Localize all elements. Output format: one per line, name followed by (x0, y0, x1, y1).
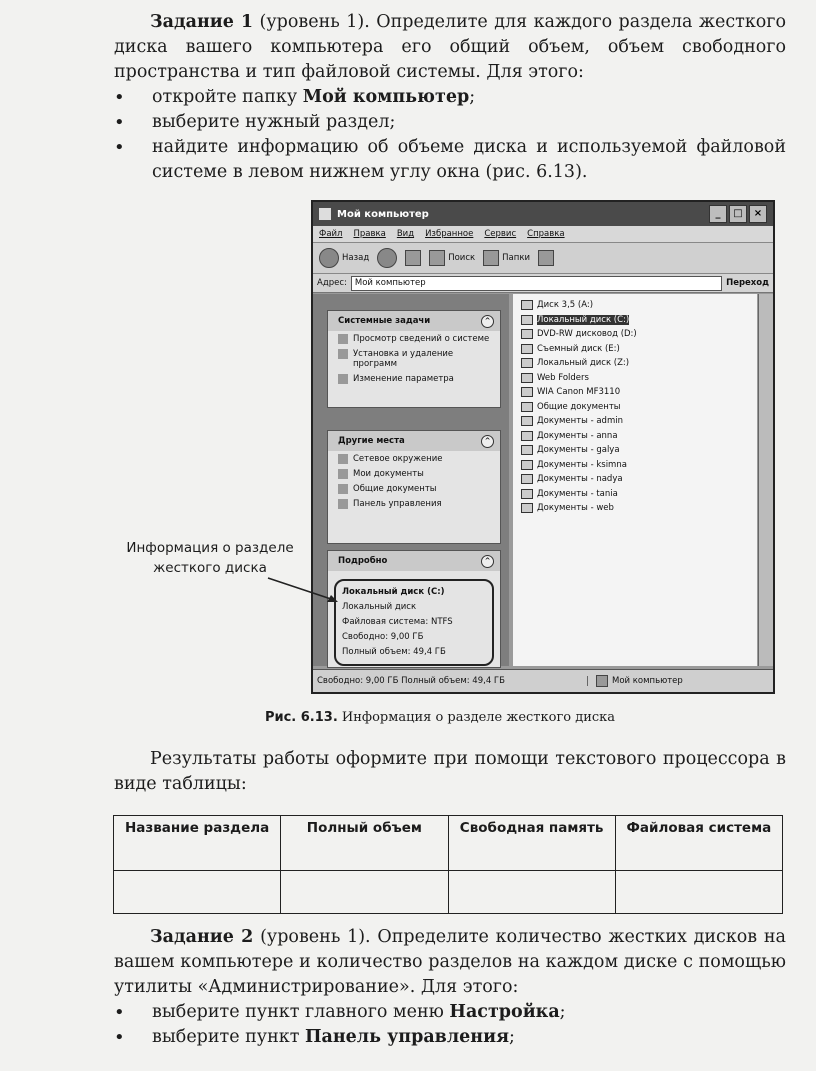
network-icon (338, 454, 348, 464)
list-item[interactable]: Общие документы (513, 400, 757, 415)
list-item[interactable]: Документы - web (513, 501, 757, 516)
menu-file[interactable]: Файл (319, 229, 343, 239)
list-item[interactable]: Web Folders (513, 371, 757, 386)
details-panel (327, 550, 501, 668)
window-title: Мой компьютер (337, 208, 429, 220)
views-button[interactable] (538, 250, 554, 266)
scanner-icon (521, 387, 533, 397)
folder-icon (521, 460, 533, 470)
my-computer-window-screenshot (311, 200, 775, 694)
table-row (114, 871, 783, 914)
maximize-button[interactable]: □ (729, 205, 747, 223)
computer-icon (596, 675, 608, 687)
list-item[interactable]: Документы - galya (513, 443, 757, 458)
list-item: • выберите пункт главного меню Настройка; (114, 1000, 786, 1025)
folder-icon (521, 445, 533, 455)
collapse-icon[interactable]: ^ (481, 555, 494, 568)
window-titlebar (313, 202, 773, 226)
folder-icon (521, 489, 533, 499)
system-tasks-title: Системные задачи (338, 316, 431, 326)
menu-view[interactable]: Вид (396, 229, 415, 239)
task2-paragraph (114, 925, 786, 1000)
status-location: Мой компьютер (612, 676, 683, 686)
disk-name: Локальный диск (C:) (342, 587, 445, 597)
table-header: Файловая система (615, 816, 782, 871)
task-item[interactable]: Установка и удаление программ (328, 346, 500, 371)
go-button[interactable]: Переход (726, 278, 769, 288)
folder-icon (521, 503, 533, 513)
status-disk-info: Свободно: 9,00 ГБ Полный объем: 49,4 ГБ (313, 676, 588, 686)
list-item[interactable]: Съемный диск (E:) (513, 342, 757, 357)
drive-icon (521, 315, 533, 325)
table-cell (281, 871, 448, 914)
task2-label: Задание 2 (150, 927, 254, 947)
results-table (113, 815, 783, 914)
list-item[interactable]: Документы - nadya (513, 472, 757, 487)
toolbar (313, 243, 773, 274)
collapse-icon[interactable]: ^ (481, 315, 494, 328)
place-item[interactable]: Мои документы (328, 466, 500, 481)
menu-bar (313, 226, 773, 243)
system-tasks-panel (327, 310, 501, 408)
task1-level: (уровень 1). (259, 12, 370, 32)
menu-favorites[interactable]: Избранное (425, 229, 474, 239)
list-item[interactable]: DVD-RW дисковод (D:) (513, 327, 757, 342)
control-panel-icon (338, 499, 348, 509)
info-icon (338, 334, 348, 344)
search-icon (429, 250, 445, 266)
programs-icon (338, 349, 348, 359)
list-item[interactable]: Диск 3,5 (A:) (513, 298, 757, 313)
list-item[interactable]: Локальный диск (C:) (513, 313, 757, 328)
other-places-title: Другие места (338, 436, 405, 446)
list-item: • откройте папку Мой компьютер; (114, 85, 786, 110)
settings-icon (338, 374, 348, 384)
details-title: Подробно (338, 556, 388, 566)
menu-help[interactable]: Справка (527, 229, 565, 239)
forward-arrow-icon (377, 248, 397, 268)
results-paragraph: Результаты работы оформите при помощи текстового процессора в виде таблицы: (114, 749, 786, 794)
status-bar (313, 669, 773, 692)
table-header: Полный объем (281, 816, 448, 871)
task1-paragraph (114, 10, 786, 85)
forward-button[interactable] (377, 248, 397, 268)
list-item[interactable]: Документы - anna (513, 429, 757, 444)
list-item[interactable]: Документы - admin (513, 414, 757, 429)
place-item[interactable]: Общие документы (328, 481, 500, 496)
table-header-row (114, 816, 783, 871)
search-button[interactable]: Поиск (429, 250, 475, 266)
minimize-button[interactable]: _ (709, 205, 727, 223)
task1-bullet-list (114, 85, 786, 185)
table-header: Свободная память (448, 816, 615, 871)
address-label: Адрес: (317, 278, 347, 288)
back-button[interactable]: Назад (319, 248, 369, 268)
other-places-panel (327, 430, 501, 544)
disk-free: Свободно: 9,00 ГБ (342, 632, 424, 642)
task-item[interactable]: Изменение параметра (328, 371, 500, 386)
task-item[interactable]: Просмотр сведений о системе (328, 331, 500, 346)
views-icon (538, 250, 554, 266)
collapse-icon[interactable]: ^ (481, 435, 494, 448)
up-button[interactable] (405, 250, 421, 266)
task1-label: Задание 1 (150, 12, 254, 32)
table-header: Название раздела (114, 816, 281, 871)
list-item: • найдите информацию об объеме диска и используемой файловой системе в левом нижнем углу окна (рис. 6.13). (114, 135, 786, 185)
vertical-scrollbar[interactable] (758, 294, 773, 666)
menu-tools[interactable]: Сервис (484, 229, 517, 239)
file-list (513, 294, 757, 666)
callout-label: Информация о разделе жесткого диска (126, 540, 294, 576)
folder-icon (521, 416, 533, 426)
dvd-icon (521, 329, 533, 339)
table-cell (615, 871, 782, 914)
address-bar (313, 274, 773, 293)
folders-icon (483, 250, 499, 266)
computer-icon (319, 208, 331, 220)
folder-icon (521, 431, 533, 441)
drive-icon (521, 358, 533, 368)
task2-level: (уровень 1). (260, 927, 371, 947)
table-cell (448, 871, 615, 914)
disk-total: Полный объем: 49,4 ГБ (342, 647, 446, 657)
floppy-icon (521, 300, 533, 310)
disk-filesystem: Файловая система: NTFS (342, 617, 453, 627)
close-button[interactable]: × (749, 205, 767, 223)
disk-type: Локальный диск (342, 602, 417, 612)
removable-drive-icon (521, 344, 533, 354)
disk-details-highlight (334, 579, 494, 666)
place-item[interactable]: Сетевое окружение (328, 451, 500, 466)
address-input[interactable]: Мой компьютер (351, 276, 722, 291)
folders-button[interactable]: Папки (483, 250, 530, 266)
figure-number: Рис. 6.13. (264, 710, 338, 725)
task1-text: Определите для каждого раздела жесткого диска вашего компьютера его общий объем, объем свободного пространства и тип файловой системы. Для этого: (114, 12, 786, 82)
list-item[interactable]: Документы - ksimna (513, 458, 757, 473)
figure-caption (160, 710, 720, 725)
place-item[interactable]: Панель управления (328, 496, 500, 511)
list-item[interactable]: WIA Canon MF3110 (513, 385, 757, 400)
folder-icon (338, 484, 348, 494)
task-pane (313, 294, 509, 666)
folder-icon (521, 474, 533, 484)
list-item: • выберите нужный раздел; (114, 110, 786, 135)
folder-icon (338, 469, 348, 479)
list-item: • выберите пункт Панель управления; (114, 1025, 786, 1050)
up-folder-icon (405, 250, 421, 266)
list-item[interactable]: Локальный диск (Z:) (513, 356, 757, 371)
table-cell (114, 871, 281, 914)
figure-caption-text: Информация о разделе жесткого диска (341, 710, 616, 725)
menu-edit[interactable]: Правка (353, 229, 386, 239)
task2-text: Определите количество жестких дисков на вашем компьютере и количество разделов на каждом диске с помощью утилиты «Администрирование». Для этого: (114, 927, 786, 997)
list-item[interactable]: Документы - tania (513, 487, 757, 502)
folder-icon (521, 402, 533, 412)
web-folder-icon (521, 373, 533, 383)
task2-bullet-list (114, 1000, 786, 1050)
back-arrow-icon (319, 248, 339, 268)
